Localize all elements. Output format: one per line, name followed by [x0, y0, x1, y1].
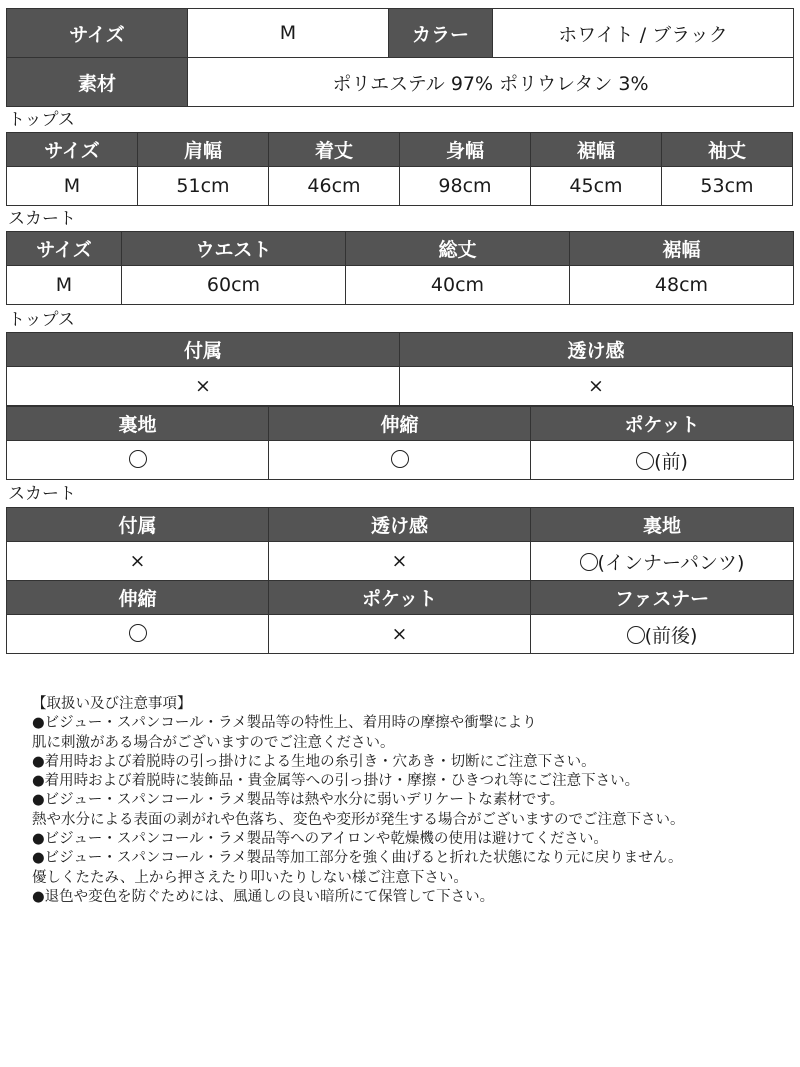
table-header: ポケット — [269, 581, 531, 615]
table-header: サイズ — [7, 133, 138, 167]
table-cell — [7, 615, 269, 654]
table-cell: × — [400, 367, 793, 406]
spec-table — [6, 8, 794, 107]
material-label: 素材 — [7, 58, 188, 107]
material-value: ポリエステル 97% ポリウレタン 3% — [188, 58, 794, 107]
notes-title: 【取扱い及び注意事項】 — [32, 696, 192, 712]
table-cell: M — [7, 167, 138, 206]
color-label: カラー — [389, 9, 493, 58]
cell-note: (インナーパンツ) — [597, 551, 745, 574]
circle-icon — [129, 624, 147, 642]
table-header: 総丈 — [346, 232, 570, 266]
circle-icon — [636, 452, 654, 470]
section-label-skirt-detail: スカート — [8, 484, 76, 504]
table-cell: M — [7, 266, 122, 305]
cell-note: (前) — [654, 450, 688, 473]
table-cell: 53cm — [662, 167, 793, 206]
table-header: 透け感 — [400, 333, 793, 367]
circle-icon — [627, 626, 645, 644]
table-header: 付属 — [7, 508, 269, 542]
note-line: ●ビジュー・スパンコール・ラメ製品等へのアイロンや乾燥機の使用は避けてください。 — [32, 831, 608, 848]
table-cell: × — [7, 542, 269, 581]
table-cell: 45cm — [531, 167, 662, 206]
table-header: 肩幅 — [138, 133, 269, 167]
table-header: ファスナー — [531, 581, 794, 615]
table-header: 裏地 — [7, 407, 269, 441]
care-notes — [32, 695, 685, 907]
table-header: 伸縮 — [269, 407, 531, 441]
table-header: 裏地 — [531, 508, 794, 542]
note-line: 肌に刺激がある場合がございますのでご注意ください。 — [32, 734, 395, 751]
note-line: ●ビジュー・スパンコール・ラメ製品等加工部分を強く曲げると折れた状態になり元に戻りません。 — [32, 850, 683, 867]
table-cell — [269, 441, 531, 480]
section-label-skirt: スカート — [8, 209, 76, 229]
table-cell: × — [7, 367, 400, 406]
skirt-detail-table — [6, 507, 794, 654]
section-label-tops-detail: トップス — [8, 310, 75, 330]
color-value: ホワイト / ブラック — [493, 9, 794, 58]
size-label: サイズ — [7, 9, 188, 58]
cell-note: (前後) — [644, 624, 698, 647]
table-cell: 46cm — [269, 167, 400, 206]
note-line: ●着用時および着脱時に装飾品・貴金属等への引っ掛け・摩擦・ひきつれ等にご注意下さい。 — [32, 773, 640, 790]
table-cell — [531, 441, 794, 480]
note-line: 熱や水分による表面の剥がれや色落ち、変色や変形が発生する場合がございますのでご注意下さい。 — [32, 811, 685, 828]
table-cell: × — [269, 615, 531, 654]
table-cell: 51cm — [138, 167, 269, 206]
table-cell — [531, 542, 794, 581]
note-line: ●退色や変色を防ぐためには、風通しの良い暗所にて保管して下さい。 — [32, 888, 495, 905]
table-cell: 40cm — [346, 266, 570, 305]
tops-detail-table-2 — [6, 406, 794, 480]
note-line: ●着用時および着脱時の引っ掛けによる生地の糸引き・穴あき・切断にご注意下さい。 — [32, 753, 596, 770]
table-header: 着丈 — [269, 133, 400, 167]
table-header: 裾幅 — [531, 133, 662, 167]
table-header: 袖丈 — [662, 133, 793, 167]
table-header: 透け感 — [269, 508, 531, 542]
table-header: 伸縮 — [7, 581, 269, 615]
table-cell: 48cm — [570, 266, 794, 305]
section-label-tops: トップス — [8, 110, 75, 130]
table-cell: 98cm — [400, 167, 531, 206]
circle-icon — [580, 553, 598, 571]
circle-icon — [129, 450, 147, 468]
note-line: 優しくたたみ、上から押さえたり叩いたりしない様ご注意下さい。 — [32, 869, 468, 886]
table-header: 身幅 — [400, 133, 531, 167]
skirt-size-table — [6, 231, 794, 305]
table-cell: × — [269, 542, 531, 581]
note-line: ●ビジュー・スパンコール・ラメ製品等の特性上、着用時の摩擦や衝撃により — [32, 715, 537, 732]
table-header: サイズ — [7, 232, 122, 266]
size-value: M — [188, 9, 389, 58]
table-cell: 60cm — [122, 266, 346, 305]
table-header: ウエスト — [122, 232, 346, 266]
table-header: 付属 — [7, 333, 400, 367]
tops-size-table — [6, 132, 793, 206]
tops-detail-table-1 — [6, 332, 793, 406]
table-header: ポケット — [531, 407, 794, 441]
table-cell — [7, 441, 269, 480]
table-cell — [531, 615, 794, 654]
table-header: 裾幅 — [570, 232, 794, 266]
note-line: ●ビジュー・スパンコール・ラメ製品等は熱や水分に弱いデリケートな素材です。 — [32, 792, 565, 809]
circle-icon — [391, 450, 409, 468]
